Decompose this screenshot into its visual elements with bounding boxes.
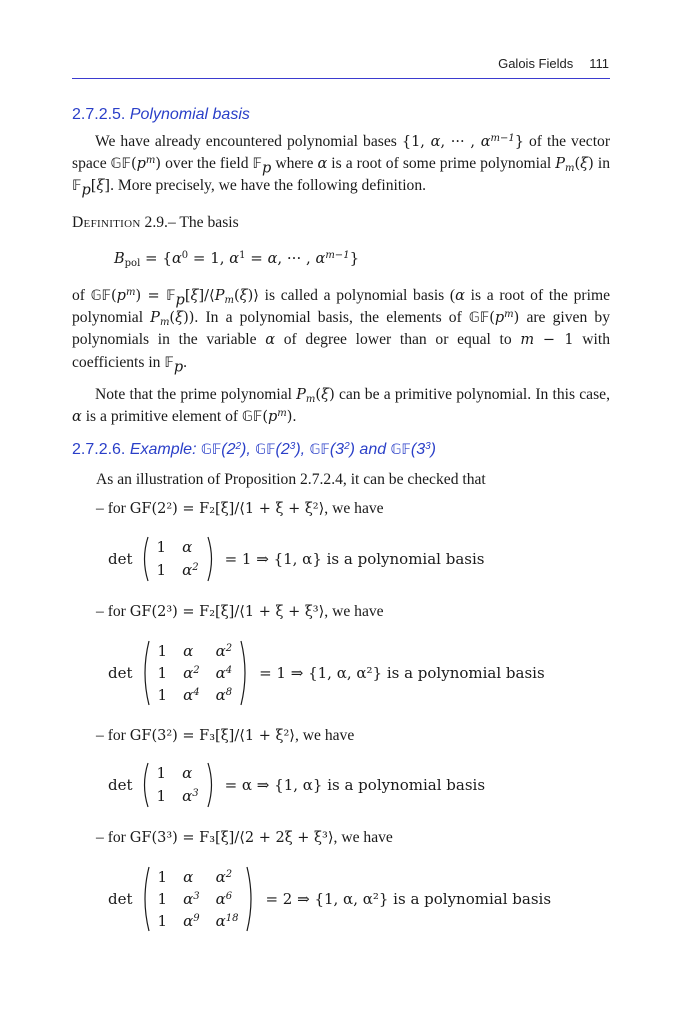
header-rule: [72, 78, 610, 79]
case-gf-2-2: – for GF(2²) = F₂[ξ]/⟨1 + ξ + ξ²⟩, we have: [96, 500, 384, 517]
definition-body: of $𝔾𝔽(p^m)$ = $𝔽_p[\xi]/⟨P_m(\xi)⟩$ is called a polynomial basis (α is a root of the prime polynomial $P_m(\xi)$). In a polynomial basis, the elements of $𝔾𝔽(p^m)$ are given by polynomials in the variable α of degree lower than or equal to m − 1 with coefficients in 𝔽$_p$.: [72, 287, 611, 375]
section-title: Polynomial basis: [129, 106, 250, 123]
case-gf-2-3: – for GF(2³) = F₂[ξ]/⟨1 + ξ + ξ³⟩, we have: [96, 603, 384, 620]
section-heading-polynomial-basis: [72, 106, 250, 124]
page-number: 111: [589, 56, 609, 71]
determinant-gf-2-2: det 1 α 1 $\alpha^2$ = 1 ⇒ {1, α} is a polynomial basis: [108, 538, 485, 579]
case-gf-3-2: – for GF(3²) = F₃[ξ]/⟨1 + ξ²⟩, we have: [96, 727, 355, 744]
running-header: [498, 56, 609, 71]
section-number: 2.7.2.6.: [72, 441, 126, 458]
determinant-gf-2-3: det 1 α $\alpha^2$ 1 $\alpha^2$ $\alpha^4$ 1 $\alpha^4$ $\alpha^8$ = 1 ⇒ {1, α, α²} is a polynomial basis: [108, 641, 545, 704]
running-title: Galois Fields: [498, 56, 574, 71]
section-number: 2.7.2.5.: [72, 106, 126, 123]
determinant-gf-3-2: det 1 α 1 $\alpha^3$ = α ⇒ {1, α} is a polynomial basis: [108, 764, 486, 805]
intro-paragraph: We have already encountered polynomial bases {1, α, ··· , $\alpha^{m-1}$} of the vector space $𝔾𝔽(p^m)$ over the field 𝔽$_p$ where α is a root of some prime polynomial $P_m(\xi)$ in 𝔽$_p$[ξ]. More precisely, we have the following definition.: [72, 133, 611, 199]
note-paragraph: Note that the prime polynomial $P_m(\xi)$ can be a primitive polynomial. In this case, α is a primitive element of $𝔾𝔽(p^m)$.: [72, 386, 610, 426]
determinant-gf-3-3: det 1 α $\alpha^2$ 1 $\alpha^3$ $\alpha^6$ 1 $\alpha^9$ $\alpha^{18}$ = 2 ⇒ {1, α, α²} is a polynomial basis: [108, 867, 552, 930]
section-heading-example: 2.7.2.6. Example: $𝔾𝔽(2^2)$, $𝔾𝔽(2^3)$, $𝔾𝔽(3^2)$ and $𝔾𝔽(3^3)$: [72, 441, 436, 458]
case-gf-3-3: – for GF(3³) = F₃[ξ]/⟨2 + 2ξ + ξ³⟩, we have: [96, 829, 393, 846]
definition-label: Definition 2.9.– The basis: [72, 214, 239, 231]
basis-definition-equation: $B_{pol} = \{\alpha^0 = 1$, $\alpha^1 = \alpha$, ··· , $\alpha^{m-1}$}: [114, 249, 360, 269]
illustration-sentence: As an illustration of Proposition 2.7.2.4, it can be checked that: [96, 471, 486, 488]
